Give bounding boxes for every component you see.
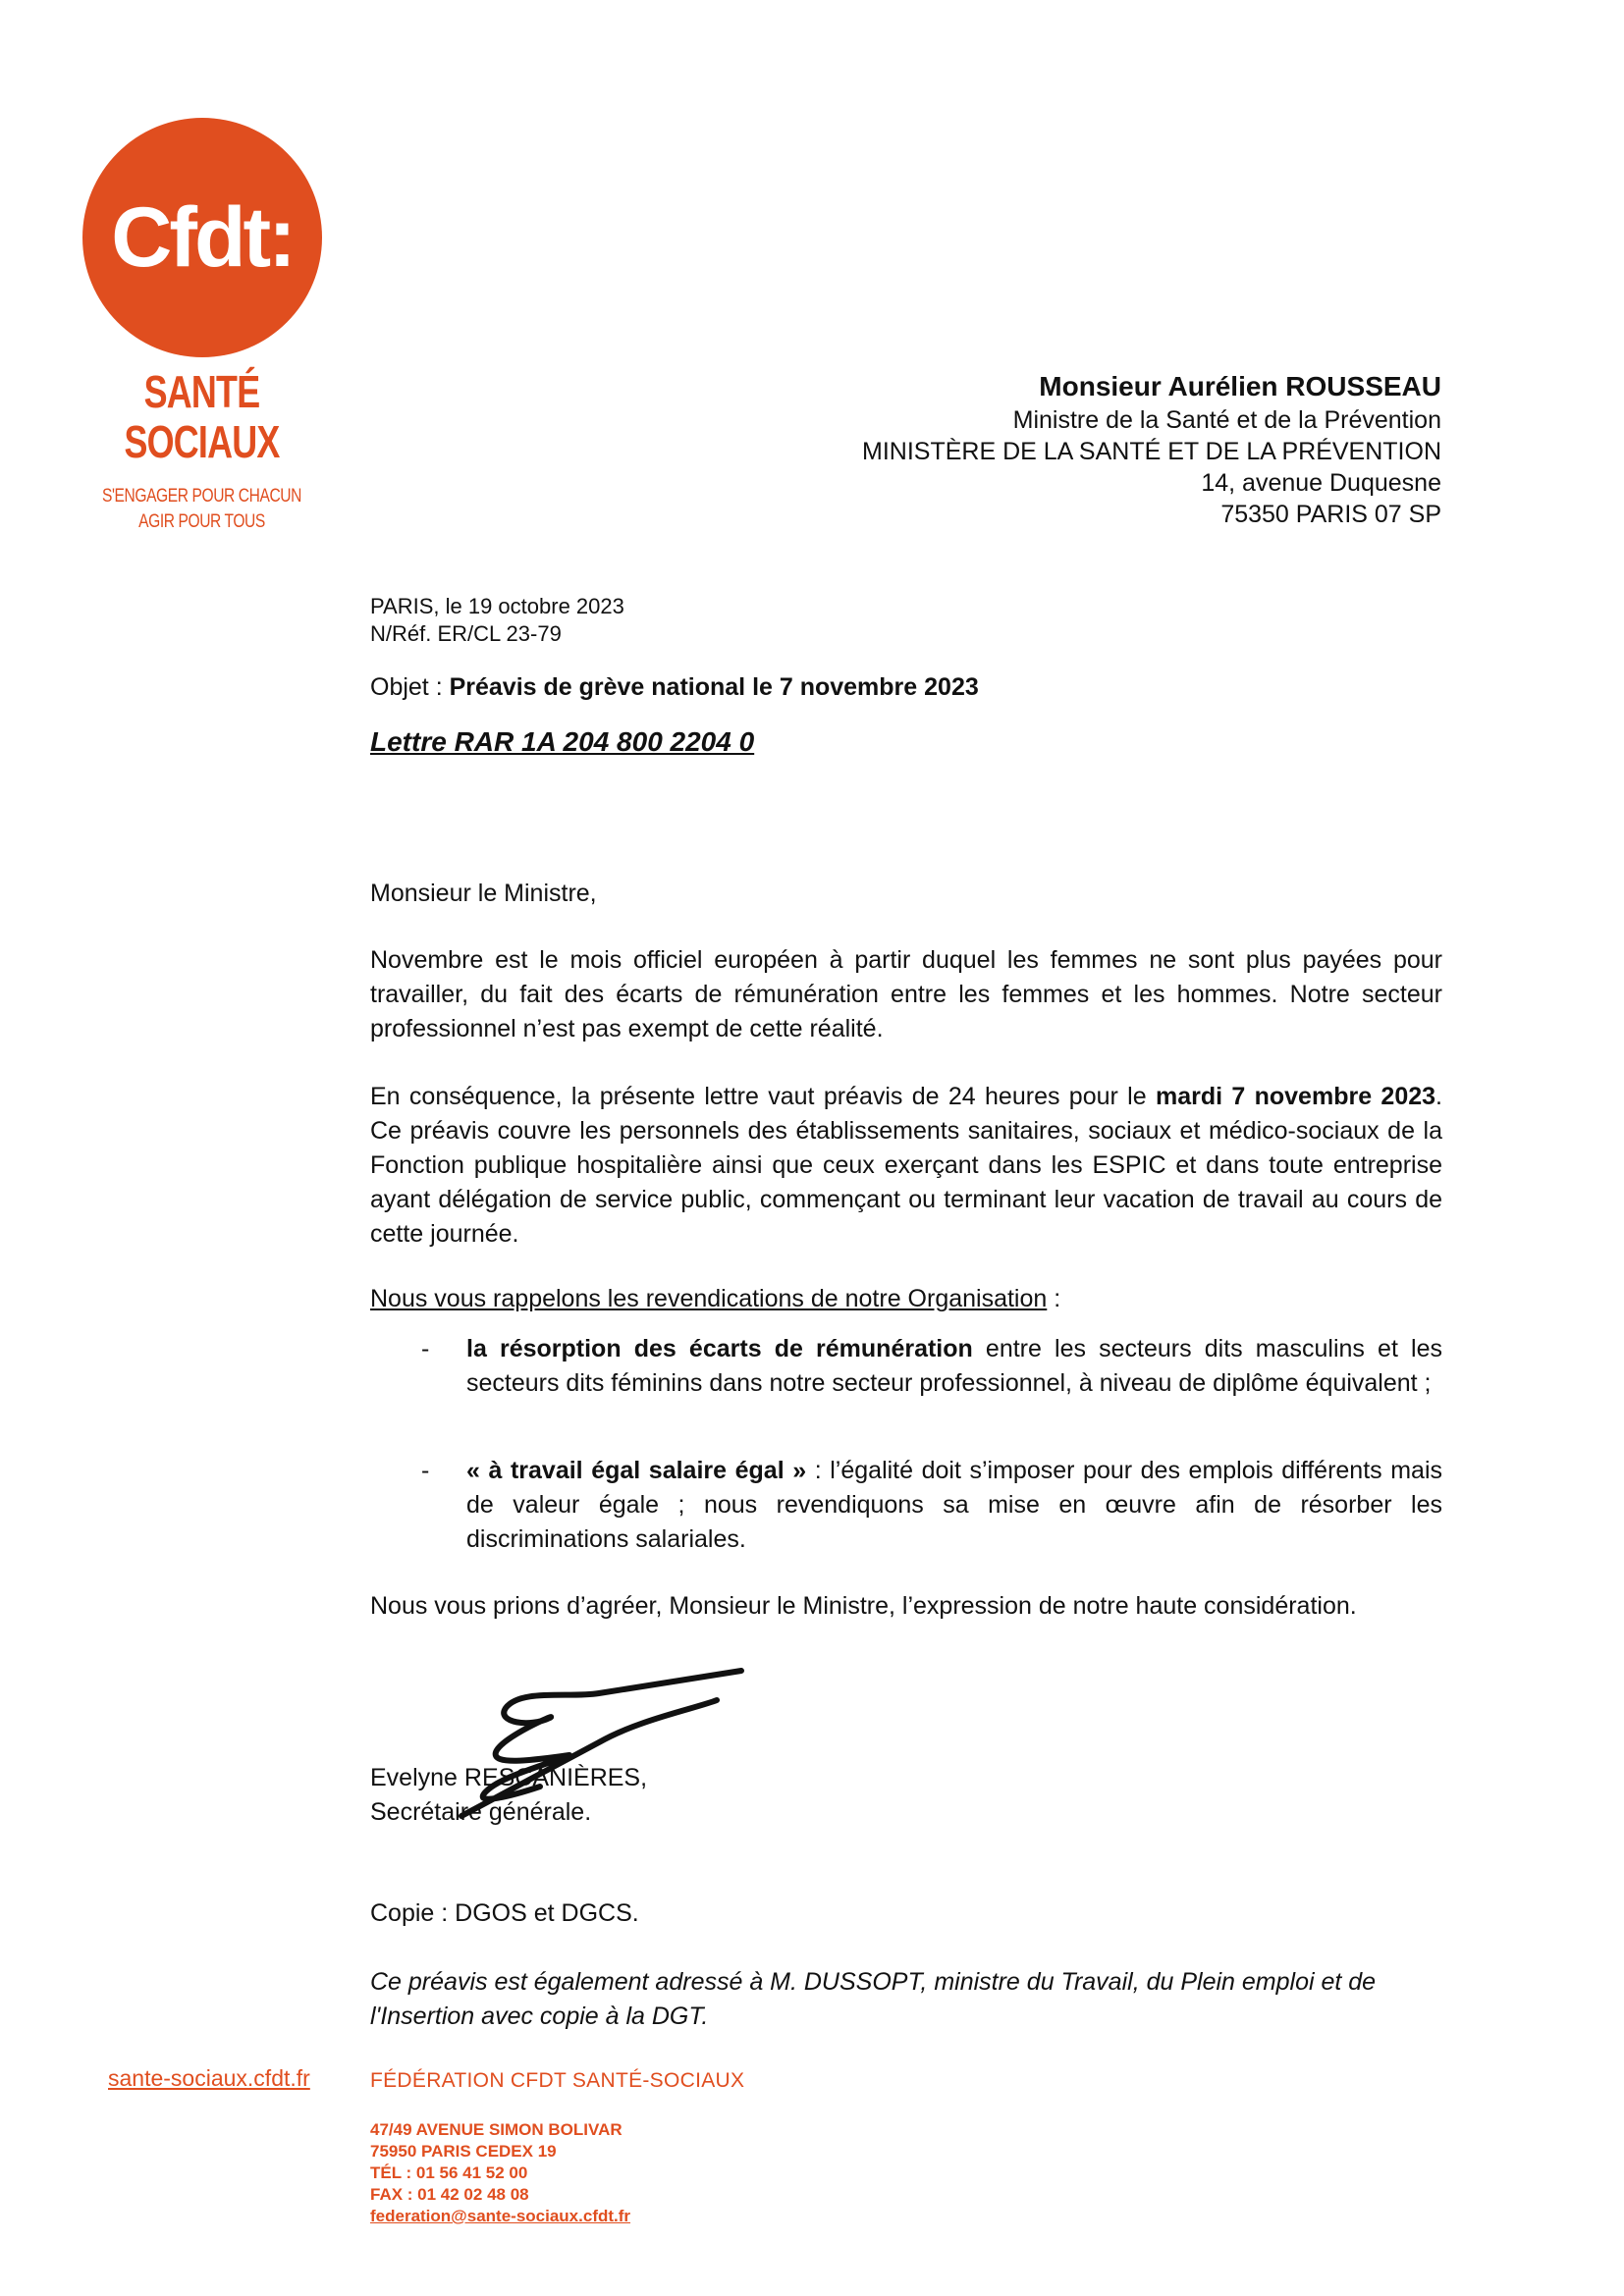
logo-line-sante: SANTÉ <box>143 366 260 417</box>
demand-item-bold: « à travail égal salaire égal » <box>466 1457 807 1484</box>
paragraph-2-end: . Ce préavis couvre les personnels des établissements sanitaires, sociaux et médico-sociaux de la Fonction publique hospitalière ainsi que ceux exerçant dans les ESPIC et dans toute entreprise ayant délégation de service public, commençant ou terminant leur vacation de travail au cours de cette journée. <box>370 1083 1442 1248</box>
footer-address-2: 75950 PARIS CEDEX 19 <box>370 2142 557 2161</box>
recipient-city: 75350 PARIS 07 SP <box>1220 501 1441 528</box>
demand-item-bold: la résorption des écarts de rémunération <box>466 1335 973 1362</box>
cfdt-logo <box>77 118 327 530</box>
strike-date: mardi 7 novembre 2023 <box>1155 1083 1436 1110</box>
logo-line-sociaux: SOCIAUX <box>124 416 280 467</box>
federation-contact <box>370 2119 630 2227</box>
additional-note: Ce préavis est également adressé à M. DUSSOPT, ministre du Travail, du Plein emploi et de l'Insertion avec copie à la DGT. <box>370 1968 1377 2030</box>
website-link[interactable]: sante-sociaux.cfdt.fr <box>108 2065 310 2091</box>
footer-address-1: 47/49 AVENUE SIMON BOLIVAR <box>370 2120 623 2139</box>
letter-meta <box>370 593 624 648</box>
paragraph-2-start: En conséquence, la présente lettre vaut préavis de 24 heures pour le <box>370 1083 1156 1110</box>
demands-intro <box>370 1282 1442 1316</box>
federation-name: FÉDÉRATION CFDT SANTÉ-SOCIAUX <box>370 2069 745 2092</box>
registered-letter-number: Lettre RAR 1A 204 800 2204 0 <box>370 726 755 757</box>
subject-text: Préavis de grève national le 7 novembre 2023 <box>449 673 979 701</box>
signatory-name: Evelyne RESCANIÈRES, <box>370 1764 648 1791</box>
demand-item-text <box>466 1332 1442 1401</box>
signatory-role: Secrétaire générale. <box>370 1798 592 1826</box>
letter-reference: N/Réf. ER/CL 23-79 <box>370 621 562 646</box>
footer-tel: TÉL : 01 56 41 52 00 <box>370 2163 528 2182</box>
copy-line: Copie : DGOS et DGCS. <box>370 1899 639 1927</box>
footer-fax: FAX : 01 42 02 48 08 <box>370 2185 529 2204</box>
recipient-title: Ministre de la Santé et de la Prévention <box>1012 406 1441 434</box>
recipient-ministry: MINISTÈRE DE LA SANTÉ ET DE LA PRÉVENTION <box>862 438 1441 465</box>
paragraph-1: Novembre est le mois officiel européen à partir duquel les femmes ne sont plus payées pour travailler, du fait des écarts de rémunération entre les femmes et les hommes. Notre secteur professionnel n’est pas exempt de cette réalité. <box>370 946 1442 1042</box>
logo-tagline-2: AGIR POUR TOUS <box>138 511 265 532</box>
footer-email-link[interactable]: federation@sante-sociaux.cfdt.fr <box>370 2207 631 2225</box>
demands-intro-text: Nous vous rappelons les revendications de notre Organisation <box>370 1285 1048 1312</box>
recipient-street: 14, avenue Duquesne <box>1201 469 1441 497</box>
subject-label: Objet : <box>370 673 450 701</box>
recipient-name: Monsieur Aurélien ROUSSEAU <box>1039 371 1441 401</box>
signatory <box>370 1761 1442 1830</box>
paragraph-2 <box>370 1080 1442 1252</box>
salutation: Monsieur le Ministre, <box>370 880 597 907</box>
closing-formula: Nous vous prions d’agréer, Monsieur le Ministre, l’expression de notre haute considération. <box>370 1592 1357 1620</box>
demand-item-rest: : l’égalité doit s’imposer pour des emplois différents mais de valeur égale ; nous revendiquons sa mise en œuvre afin de résorber les discriminations salariales. <box>466 1457 1443 1553</box>
letter-date: PARIS, le 19 octobre 2023 <box>370 594 624 618</box>
logo-brand: Cfdt: <box>111 189 294 285</box>
list-dash: - <box>421 1457 430 1484</box>
letter-subject <box>370 673 979 702</box>
demand-item-rest: entre les secteurs dits masculins et les secteurs dits féminins dans notre secteur professionnel, à niveau de diplôme équivalent ; <box>466 1335 1442 1397</box>
list-dash: - <box>421 1335 430 1362</box>
demands-intro-suffix: : <box>1047 1285 1061 1312</box>
logo-circle <box>82 118 322 357</box>
demand-item-text <box>466 1454 1442 1557</box>
logo-tagline-1: S'ENGAGER POUR CHACUN <box>101 486 302 507</box>
recipient-address <box>754 371 1441 530</box>
